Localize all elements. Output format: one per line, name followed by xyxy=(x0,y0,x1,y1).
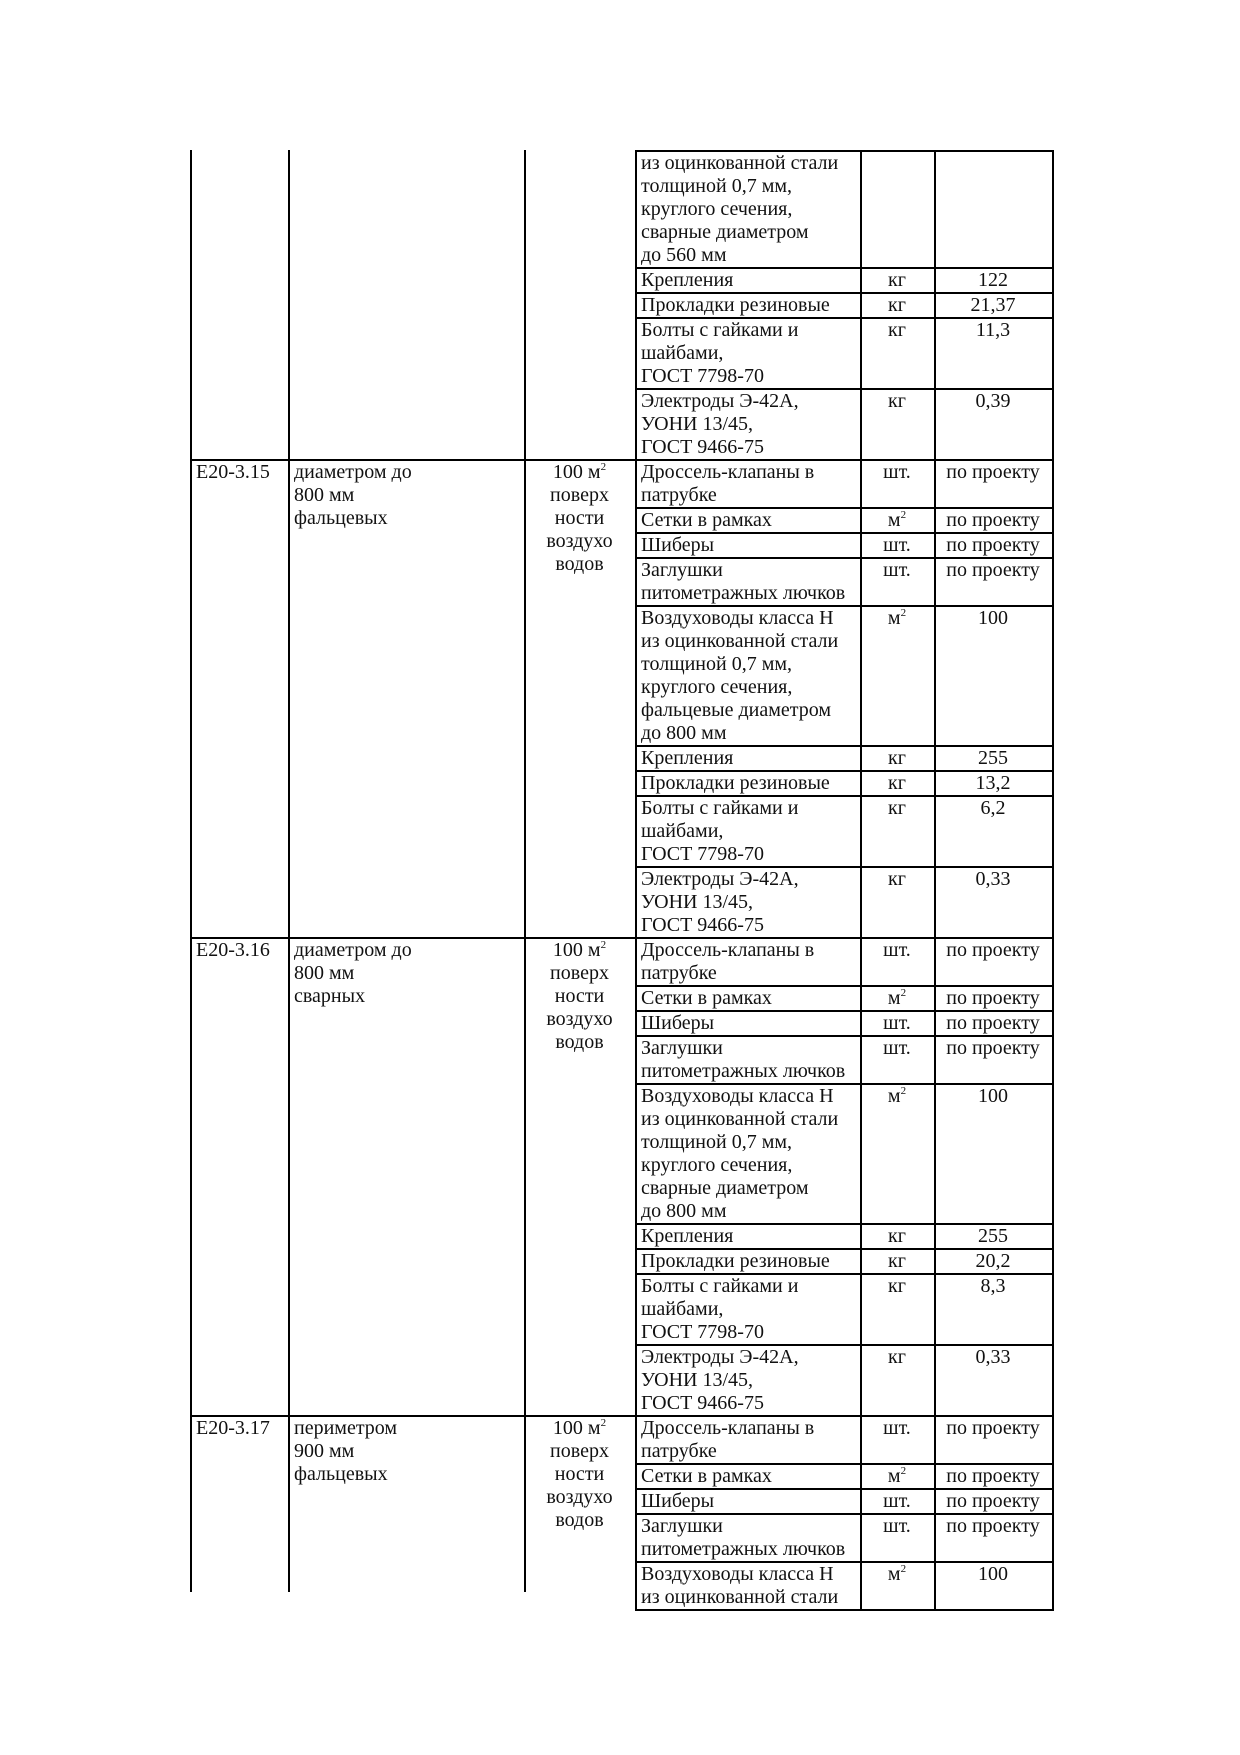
column-rule xyxy=(635,1415,637,1609)
column-rule xyxy=(934,937,936,1415)
measure-unit: воздухо xyxy=(546,1486,613,1508)
resource-quantity: 100 xyxy=(978,1085,1008,1107)
resource-name: Дроссель-клапаны в xyxy=(641,461,815,483)
resource-name: до 800 мм xyxy=(641,722,727,744)
resource-unit: шт. xyxy=(883,1037,911,1059)
left-border xyxy=(190,150,192,1592)
resource-name: до 560 мм xyxy=(641,244,727,266)
resource-quantity: по проекту xyxy=(946,939,1040,961)
resource-name: Электроды Э-42А, xyxy=(641,1346,799,1368)
resource-name: Заглушки xyxy=(641,559,723,581)
right-border xyxy=(1052,937,1054,1415)
resource-name: из оцинкованной стали xyxy=(641,152,839,174)
resource-name: из оцинкованной стали xyxy=(641,630,839,652)
resource-name: УОНИ 13/45, xyxy=(641,1369,754,1391)
resource-name: Крепления xyxy=(641,747,734,769)
resource-name: патрубке xyxy=(641,484,717,506)
resource-quantity: 13,2 xyxy=(975,772,1011,794)
column-rule xyxy=(934,459,936,937)
resource-quantity: по проекту xyxy=(946,987,1040,1009)
resource-unit: кг xyxy=(888,1275,906,1297)
measure-unit: ности xyxy=(554,507,605,529)
resource-name: УОНИ 13/45, xyxy=(641,891,754,913)
resource-name: питометражных лючков xyxy=(641,1538,846,1560)
measure-unit: поверх xyxy=(550,484,609,506)
resource-unit: шт. xyxy=(883,1515,911,1537)
resource-name: питометражных лючков xyxy=(641,582,846,604)
resource-name: Шиберы xyxy=(641,1490,715,1512)
column-rule xyxy=(635,937,637,1415)
norm-code: Е20-3.17 xyxy=(196,1417,270,1439)
column-rule xyxy=(635,150,637,459)
resource-name: Болты с гайками и xyxy=(641,797,799,819)
resource-name: патрубке xyxy=(641,1440,717,1462)
work-name: диаметром до xyxy=(294,939,412,961)
resource-unit: кг xyxy=(888,1346,906,1368)
resource-name: ГОСТ 9466-75 xyxy=(641,1392,764,1414)
resource-name: Шиберы xyxy=(641,1012,715,1034)
resource-name: сварные диаметром xyxy=(641,1177,809,1199)
resource-name: круглого сечения, xyxy=(641,198,793,220)
resource-quantity: по проекту xyxy=(946,534,1040,556)
measure-unit: водов xyxy=(555,553,604,575)
resource-name: фальцевые диаметром xyxy=(641,699,831,721)
resource-quantity: 122 xyxy=(978,269,1008,291)
resource-quantity: по проекту xyxy=(946,559,1040,581)
work-name: фальцевых xyxy=(294,1463,388,1485)
resource-name: Дроссель-клапаны в xyxy=(641,1417,815,1439)
norm-code: Е20-3.15 xyxy=(196,461,270,483)
measure-unit: ности xyxy=(554,1463,605,1485)
resource-unit: шт. xyxy=(883,1417,911,1439)
work-name: сварных xyxy=(294,985,366,1007)
column-rule xyxy=(524,150,526,1592)
resource-name: Сетки в рамках xyxy=(641,509,772,531)
resource-name: ГОСТ 7798-70 xyxy=(641,365,764,387)
resource-name: Прокладки резиновые xyxy=(641,772,830,794)
measure-unit: водов xyxy=(555,1509,604,1531)
column-rule xyxy=(860,150,862,459)
work-name: периметром xyxy=(294,1417,398,1439)
resource-name: Болты с гайками и xyxy=(641,319,799,341)
column-rule xyxy=(860,937,862,1415)
resource-unit: шт. xyxy=(883,461,911,483)
resource-quantity: 11,3 xyxy=(975,319,1011,341)
resource-quantity: 20,2 xyxy=(975,1250,1011,1272)
resource-name: ГОСТ 9466-75 xyxy=(641,914,764,936)
resource-unit: кг xyxy=(888,747,906,769)
resource-name: Электроды Э-42А, xyxy=(641,390,799,412)
work-name: 800 мм xyxy=(294,484,355,506)
resource-name: ГОСТ 9466-75 xyxy=(641,436,764,458)
resource-quantity: 6,2 xyxy=(980,797,1006,819)
measure-unit: ности xyxy=(554,985,605,1007)
column-rule xyxy=(934,1415,936,1609)
resource-quantity: 0,33 xyxy=(975,1346,1011,1368)
resource-unit: шт. xyxy=(883,534,911,556)
resource-name: толщиной 0,7 мм, xyxy=(641,653,793,675)
right-border xyxy=(1052,150,1054,459)
resource-unit: кг xyxy=(888,1225,906,1247)
measure-unit: поверх xyxy=(550,962,609,984)
resource-unit: кг xyxy=(888,1250,906,1272)
resource-name: Прокладки резиновые xyxy=(641,1250,830,1272)
resource-name: ГОСТ 7798-70 xyxy=(641,843,764,865)
resource-name: питометражных лючков xyxy=(641,1060,846,1082)
resource-name: Заглушки xyxy=(641,1515,723,1537)
work-name: 900 мм xyxy=(294,1440,355,1462)
column-rule xyxy=(635,459,637,937)
resource-name: Сетки в рамках xyxy=(641,987,772,1009)
resource-unit: кг xyxy=(888,868,906,890)
column-rule xyxy=(860,1415,862,1609)
resource-name: Болты с гайками и xyxy=(641,1275,799,1297)
resource-name: Заглушки xyxy=(641,1037,723,1059)
measure-unit: 100 $м^2$ xyxy=(552,939,607,961)
resource-quantity: 0,33 xyxy=(975,868,1011,890)
measure-unit: поверх xyxy=(550,1440,609,1462)
resource-name: толщиной 0,7 мм, xyxy=(641,1131,793,1153)
resource-unit: кг xyxy=(888,269,906,291)
resource-unit: кг xyxy=(888,294,906,316)
resource-name: из оцинкованной стали xyxy=(641,1108,839,1130)
resource-unit: шт. xyxy=(883,559,911,581)
resource-name: Дроссель-клапаны в xyxy=(641,939,815,961)
resource-unit: шт. xyxy=(883,1012,911,1034)
resource-quantity: 255 xyxy=(978,747,1008,769)
measure-unit: 100 $м^2$ xyxy=(552,461,607,483)
resource-unit: $м^2$ xyxy=(887,509,907,531)
resource-name: до 800 мм xyxy=(641,1200,727,1222)
right-border xyxy=(1052,1415,1054,1609)
resource-name: толщиной 0,7 мм, xyxy=(641,175,793,197)
norm-code: Е20-3.16 xyxy=(196,939,270,961)
resource-quantity: 255 xyxy=(978,1225,1008,1247)
resource-quantity: 0,39 xyxy=(975,390,1011,412)
resource-quantity: по проекту xyxy=(946,1515,1040,1537)
column-rule xyxy=(288,150,290,1592)
resource-quantity: по проекту xyxy=(946,461,1040,483)
resource-name: Сетки в рамках xyxy=(641,1465,772,1487)
resource-unit: кг xyxy=(888,390,906,412)
resource-name: патрубке xyxy=(641,962,717,984)
resource-unit: шт. xyxy=(883,1490,911,1512)
column-rule xyxy=(860,459,862,937)
resource-name: ГОСТ 7798-70 xyxy=(641,1321,764,1343)
resource-name: Крепления xyxy=(641,1225,734,1247)
work-name: диаметром до xyxy=(294,461,412,483)
resource-quantity: по проекту xyxy=(946,1490,1040,1512)
resource-name: Электроды Э-42А, xyxy=(641,868,799,890)
resource-quantity: 100 xyxy=(978,607,1008,629)
work-name: фальцевых xyxy=(294,507,388,529)
column-rule xyxy=(934,150,936,459)
resource-unit: кг xyxy=(888,797,906,819)
resource-unit: шт. xyxy=(883,939,911,961)
resource-unit: $м^2$ xyxy=(887,1563,907,1585)
resource-unit: $м^2$ xyxy=(887,987,907,1009)
resource-name: Воздуховоды класса Н xyxy=(641,1563,834,1585)
work-name: 800 мм xyxy=(294,962,355,984)
resource-quantity: по проекту xyxy=(946,1417,1040,1439)
resource-name: из оцинкованной стали xyxy=(641,1586,839,1608)
resource-quantity: 21,37 xyxy=(970,294,1016,316)
resource-unit: $м^2$ xyxy=(887,607,907,629)
resource-name: Шиберы xyxy=(641,534,715,556)
resource-name: сварные диаметром xyxy=(641,221,809,243)
resource-quantity: по проекту xyxy=(946,1037,1040,1059)
resource-name: шайбами, xyxy=(641,342,724,364)
resource-quantity: 100 xyxy=(978,1563,1008,1585)
resource-name: Крепления xyxy=(641,269,734,291)
resource-name: шайбами, xyxy=(641,820,724,842)
resource-quantity: по проекту xyxy=(946,1465,1040,1487)
right-border xyxy=(1052,459,1054,937)
resource-unit: $м^2$ xyxy=(887,1085,907,1107)
resource-quantity: 8,3 xyxy=(980,1275,1006,1297)
resource-name: шайбами, xyxy=(641,1298,724,1320)
resource-unit: $м^2$ xyxy=(887,1465,907,1487)
row-rule xyxy=(635,1609,1054,1611)
resource-quantity: по проекту xyxy=(946,1012,1040,1034)
resource-name: Прокладки резиновые xyxy=(641,294,830,316)
measure-unit: водов xyxy=(555,1031,604,1053)
resource-unit: кг xyxy=(888,772,906,794)
resource-name: Воздуховоды класса Н xyxy=(641,1085,834,1107)
resource-name: УОНИ 13/45, xyxy=(641,413,754,435)
resource-name: круглого сечения, xyxy=(641,676,793,698)
resource-name: Воздуховоды класса Н xyxy=(641,607,834,629)
measure-unit: 100 $м^2$ xyxy=(552,1417,607,1439)
measure-unit: воздухо xyxy=(546,1008,613,1030)
measure-unit: воздухо xyxy=(546,530,613,552)
resource-name: круглого сечения, xyxy=(641,1154,793,1176)
resource-quantity: по проекту xyxy=(946,509,1040,531)
resource-unit: кг xyxy=(888,319,906,341)
